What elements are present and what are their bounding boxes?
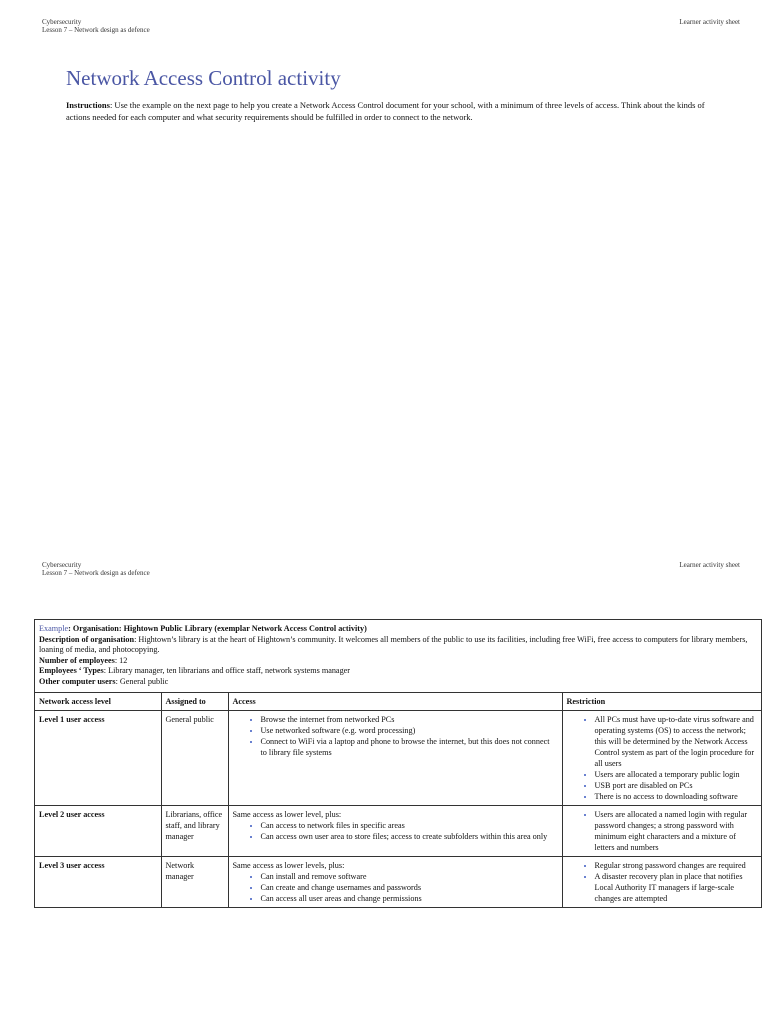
header-access: Access xyxy=(228,693,562,711)
assigned-cell: General public xyxy=(161,710,228,805)
employees-value: : 12 xyxy=(114,655,128,665)
header-lesson: Lesson 7 – Network design as defence xyxy=(42,26,150,34)
list-item: • Connect to WiFi via a laptop and phone to browse the internet, but this does not connect to library file systems xyxy=(261,736,558,758)
access-list xyxy=(233,820,558,842)
other-users-label: Other computer users xyxy=(39,676,116,686)
list-item: • There is no access to downloading software xyxy=(595,791,758,802)
employees-label: Number of employees xyxy=(39,655,115,665)
other-users-value: : General public xyxy=(115,676,169,686)
header-restriction: Restriction xyxy=(562,693,761,711)
list-item: • Users are allocated a named login with regular password changes; a strong password with minimum eight characters and a mixture of letters and numbers xyxy=(595,809,758,853)
description-label: Description of organisation xyxy=(39,634,135,644)
list-item: • Can access all user areas and change permissions xyxy=(261,893,558,904)
level-cell: Level 3 user access xyxy=(35,856,161,907)
list-item: • Regular strong password changes are required xyxy=(595,860,758,871)
network-access-control-table xyxy=(34,619,762,908)
level-cell: Level 1 user access xyxy=(35,710,161,805)
list-item: • USB port are disabled on PCs xyxy=(595,780,758,791)
list-item: • All PCs must have up-to-date virus software and operating systems (OS) to access the network; this will be determined by the Network Access Control system as part of the login procedure for all users xyxy=(595,714,758,769)
list-item: • Can access to network files in specific areas xyxy=(261,820,558,831)
assigned-cell: Librarians, office staff, and library manager xyxy=(161,805,228,856)
employee-types xyxy=(39,666,757,677)
types-label: Employees ‘ Types xyxy=(39,666,104,676)
table-row xyxy=(35,856,761,907)
list-item: • Can install and remove software xyxy=(261,871,558,882)
access-levels-table xyxy=(35,693,761,907)
list-item: • Users are allocated a temporary public login xyxy=(595,769,758,780)
example-organisation-box xyxy=(35,620,761,693)
restriction-cell xyxy=(562,710,761,805)
access-cell xyxy=(228,856,562,907)
example-heading xyxy=(39,624,757,635)
instructions-text: : Use the example on the next page to help you create a Network Access Control document for your school, with a minimum of three levels of access. Think about the kinds of actions needed for each computer and what security requirements should be fulfilled in order to connect to the network. xyxy=(66,100,705,122)
header-level: Network access level xyxy=(35,693,161,711)
types-value: : Library manager, ten librarians and office staff, network systems manager xyxy=(103,666,351,676)
access-cell xyxy=(228,710,562,805)
table-row xyxy=(35,710,761,805)
access-list xyxy=(233,871,558,904)
level-cell: Level 2 user access xyxy=(35,805,161,856)
restriction-list xyxy=(567,809,758,853)
description-text: : Hightown’s library is at the heart of Hightown’s community. It welcomes all members of the public to use its facilities, including free WiFi, free access to computers for library members, loaning of media, and photocopying. xyxy=(39,634,748,655)
list-item: • A disaster recovery plan in place that notifies Local Authority IT managers if large-scale changes are attempted xyxy=(595,871,758,904)
list-item: • Can access own user area to store files; access to create subfolders within this area only xyxy=(261,831,558,842)
list-item: • Use networked software (e.g. word processing) xyxy=(261,725,558,736)
access-list xyxy=(233,714,558,758)
page1-header-right: Learner activity sheet xyxy=(679,18,740,26)
table-header-row xyxy=(35,693,761,711)
restriction-list xyxy=(567,860,758,904)
list-item: • Browse the internet from networked PCs xyxy=(261,714,558,725)
access-cell xyxy=(228,805,562,856)
page-title: Network Access Control activity xyxy=(66,66,341,90)
restriction-cell xyxy=(562,805,761,856)
instructions xyxy=(66,100,706,123)
header-subject: Cybersecurity xyxy=(42,561,82,569)
page1-header-left xyxy=(42,18,150,34)
example-label: Example xyxy=(39,624,69,633)
restriction-cell xyxy=(562,856,761,907)
employees-count xyxy=(39,656,757,667)
list-item: • Can create and change usernames and passwords xyxy=(261,882,558,893)
page2-header-left xyxy=(42,561,150,577)
organisation-name: : Organisation: Hightown Public Library (exemplar Network Access Control activity) xyxy=(68,624,367,633)
header-assigned: Assigned to xyxy=(161,693,228,711)
table-row xyxy=(35,805,761,856)
header-subject: Cybersecurity xyxy=(42,18,82,26)
header-lesson: Lesson 7 – Network design as defence xyxy=(42,569,150,577)
instructions-label: Instructions xyxy=(66,100,110,110)
page2-header-right: Learner activity sheet xyxy=(679,561,740,569)
access-intro: Same access as lower levels, plus: xyxy=(232,860,345,870)
access-intro: Same access as lower level, plus: xyxy=(232,809,342,819)
other-users xyxy=(39,677,757,688)
organisation-description xyxy=(39,635,757,656)
restriction-list xyxy=(567,714,758,802)
assigned-cell: Network manager xyxy=(161,856,228,907)
